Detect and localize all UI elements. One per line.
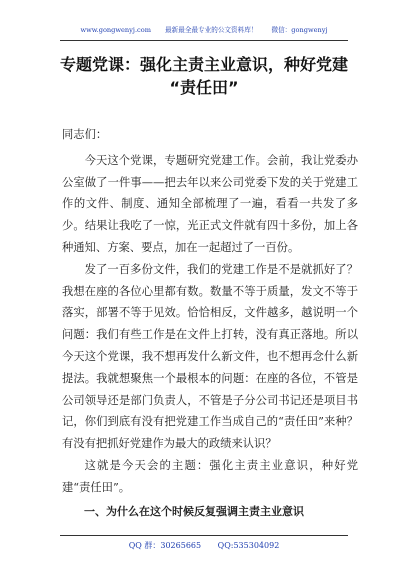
footer-qq-group: QQ 群：30265665	[128, 541, 202, 550]
header-wechat: 微信：gongwenyj	[271, 26, 328, 34]
page-header	[0, 25, 408, 35]
document-body	[62, 124, 358, 522]
greeting: 同志们：	[62, 128, 108, 141]
document-title	[40, 53, 368, 99]
title-line-2: “责任田”	[169, 78, 239, 97]
footer-qq-number: QQ:535304092	[217, 541, 280, 550]
header-slogan: 最新最全最专业的公文资料库！	[165, 26, 258, 34]
header-divider	[60, 40, 348, 41]
page-footer	[0, 540, 408, 552]
body-paragraph-3: 这就是今天会的主题：强化主责主业意识，种好党建“责任田”。	[62, 458, 358, 494]
footer-divider	[60, 535, 348, 536]
body-paragraph-2: 发了一百多份文件，我们的党建工作是不是就抓好了？我想在座的各位心里都有数。数量不等于质量，发文不等于落实，部署不等于见效。恰恰相反，文件越多，越说明一个问题：我们有些工作是在文件上打转，没有真正落地。所以今天这个党课，我不想再发什么新文件，也不想再念什么新提法。我就想聚焦一个最根本的问题：在座的各位，不管是公司领导还是部门负责人，不管是子分公司书记还是项目书记，你们到底有没有把党建工作当成自己的“责任田”来种？有没有把抓好党建作为最大的政绩来认识？	[62, 262, 358, 451]
title-line-1: 专题党课：强化主责主业意识，种好党建	[59, 55, 348, 74]
header-site-url[interactable]: www.gongwenyj.com	[80, 26, 151, 34]
body-paragraph-1: 今天这个党课，专题研究党建工作。会前，我让党委办公室做了一件事——把去年以来公司党委下发的关于党建工作的文件、制度、通知全部梳理了一遍，看看一共发了多少。结果让我吃了一惊，光正式文件就有四十多份，加上各种通知、方案、要点，加在一起超过了一百份。	[62, 153, 358, 254]
section-heading-1: 一、为什么在这个时候反复强调主责主业意识	[84, 504, 304, 518]
